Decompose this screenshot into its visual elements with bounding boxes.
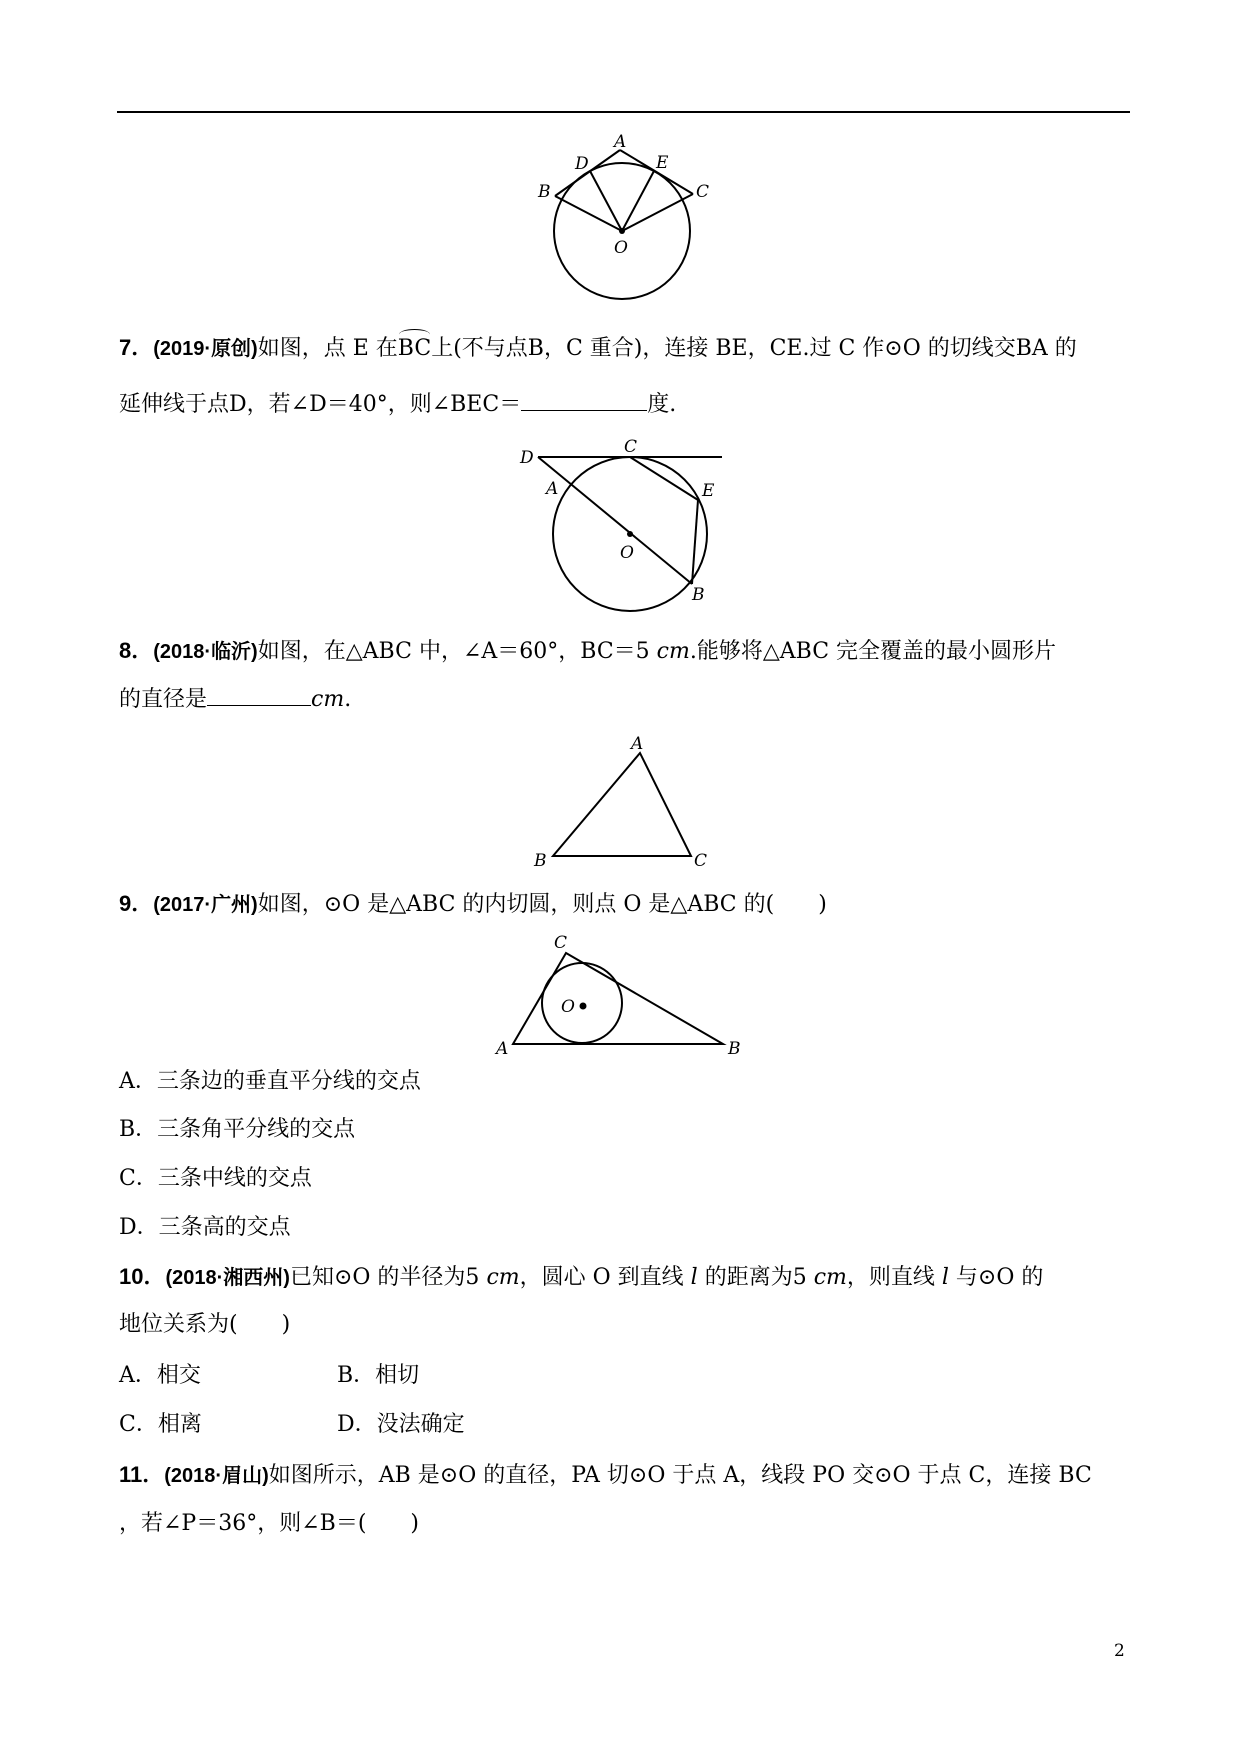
q8-unit-2: cm: [311, 687, 345, 712]
q10-unit-2: cm: [813, 1265, 847, 1290]
center-dot: [627, 531, 633, 537]
q8-line-1: [119, 636, 1056, 667]
q10-text-1: 已知⊙O 的半径为5: [289, 1265, 487, 1290]
q7-text-2: 上(不与点B，C 重合)，连接 BE，CE.过 C 作⊙O 的切线交BA 的: [431, 336, 1077, 361]
q10-text-3: 的距离为5: [697, 1265, 814, 1290]
page-number: 2: [1114, 1641, 1125, 1661]
label-A: A: [631, 734, 644, 754]
q9-source: (2017·广州): [153, 894, 258, 916]
q11-line-2: [119, 1509, 419, 1539]
q7-line-2: [119, 390, 676, 420]
q10-option-a[interactable]: A．相交: [119, 1363, 201, 1388]
q9-option-c[interactable]: C．三条中线的交点: [119, 1166, 312, 1191]
label-O: O: [561, 997, 575, 1017]
q10-option-d[interactable]: D．没法确定: [337, 1412, 465, 1437]
header-rule: [117, 111, 1130, 113]
q9-line-1: [119, 889, 827, 920]
q8-number: 8．: [119, 638, 154, 663]
q11-text-1: 如图所示，AB 是⊙O 的直径，PA 切⊙O 于点 A，线段 PO 交⊙O 于点 C，连接 BC: [268, 1463, 1092, 1488]
label-B: B: [728, 1039, 741, 1059]
label-A: A: [496, 1039, 509, 1059]
label-C: C: [624, 437, 638, 457]
q7-source: (2019·原创): [153, 338, 258, 360]
q9-option-d[interactable]: D．三条高的交点: [119, 1215, 291, 1240]
figure-q9: [495, 925, 755, 1059]
q11-number: 11．: [119, 1462, 165, 1487]
q8-source: (2018·临沂): [153, 641, 258, 663]
label-C: C: [554, 933, 568, 953]
q8-line-2: [119, 685, 351, 715]
label-A: A: [546, 479, 559, 499]
center-dot: [580, 1003, 587, 1010]
q10-unit: cm: [486, 1265, 520, 1290]
q10-source: (2018·湘西州): [165, 1267, 290, 1289]
q8-text-2: .能够将△ABC 完全覆盖的最小圆形片: [689, 639, 1057, 664]
figure-q6: [530, 128, 730, 308]
q11-text-2: ，若∠P＝36°，则∠B＝( ): [119, 1511, 419, 1536]
center-dot: [619, 228, 625, 234]
q8-text-4: .: [344, 687, 352, 712]
q11-source: (2018·眉山): [164, 1465, 269, 1487]
q8-text-1: 如图，在△ABC 中，∠A＝60°，BC＝5: [257, 639, 657, 664]
label-D: D: [575, 154, 589, 174]
q10-line-l: l: [690, 1265, 698, 1290]
q10-text-6: 地位关系为( ): [119, 1312, 291, 1337]
q11-line-1: [119, 1460, 1092, 1491]
label-A: A: [614, 132, 627, 152]
label-C: C: [694, 851, 708, 871]
q8-answer-blank[interactable]: [207, 687, 311, 706]
arc-bc: BC: [398, 334, 431, 364]
q10-line-2: [119, 1310, 290, 1340]
q10-option-b[interactable]: B．相切: [337, 1363, 420, 1388]
figure-q7: [515, 432, 730, 607]
q7-number: 7．: [119, 335, 154, 360]
q10-option-c[interactable]: C．相离: [119, 1412, 202, 1437]
q7-text-4: 度.: [647, 392, 677, 417]
q10-line-l-2: l: [941, 1265, 949, 1290]
q9-option-a[interactable]: A．三条边的垂直平分线的交点: [119, 1069, 421, 1094]
q7-text-3: 延伸线于点D，若∠D＝40°，则∠BEC＝: [119, 392, 522, 417]
q10-line-1: [119, 1262, 1043, 1293]
q8-unit: cm: [656, 639, 690, 664]
q10-text-5: 与⊙O 的: [948, 1265, 1044, 1290]
q9-option-b[interactable]: B．三条角平分线的交点: [119, 1117, 356, 1142]
label-E: E: [702, 481, 715, 501]
q10-text-2: ，圆心 O 到直线: [519, 1265, 691, 1290]
q9-number: 9．: [119, 891, 154, 916]
label-B: B: [538, 182, 551, 202]
q7-text-1: 如图，点 E 在: [257, 336, 398, 361]
label-B: B: [692, 585, 705, 605]
label-C: C: [696, 182, 710, 202]
label-O: O: [614, 238, 628, 258]
q10-text-4: ，则直线: [846, 1265, 942, 1290]
q7-answer-blank[interactable]: [521, 392, 647, 411]
q10-number: 10．: [119, 1264, 166, 1289]
label-E: E: [656, 153, 669, 173]
label-B: B: [534, 851, 547, 871]
label-O: O: [620, 543, 634, 563]
label-D: D: [520, 448, 534, 468]
q8-text-3: 的直径是: [119, 687, 208, 712]
q7-line-1: [119, 333, 1077, 364]
figure-q8: [530, 730, 730, 875]
q9-text: 如图，⊙O 是△ABC 的内切圆，则点 O 是△ABC 的( ): [257, 892, 827, 917]
